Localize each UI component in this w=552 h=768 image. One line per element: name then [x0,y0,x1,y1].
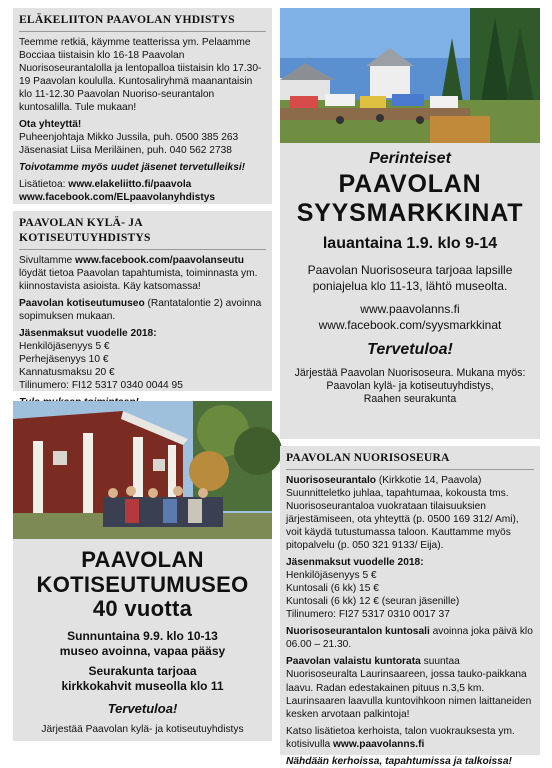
kyla-museum-info: Paavolan kotiseutumuseo (Rantatalontie 2) avoinna sopimuksen mukaan. [19,297,262,322]
museum-title-line-1: PAAVOLAN [81,547,204,572]
nuoriso-fees-label: Jäsenmaksut vuodelle 2018: [286,557,424,569]
market-title-line-2: SYYSMARKKINAT [296,199,524,228]
elakeliitto-heading: ELÄKELIITON PAAVOLAN YHDISTYS [19,13,266,32]
nuoriso-section [280,446,540,767]
elakeliitto-contact-label: Ota yhteyttä! [19,119,82,131]
museum-coffee-2: kirkkokahvit museolla klo 11 [61,678,224,693]
elakeliitto-intro: Teemme retkiä, käymme teatterissa ym. Pelaamme Bocciaa tiistaisin klo 16-18 Paavolan Nuorisoseurantalolla ja lentopalloa tiistaisin klo 17.30-19 Paavolan koululla. Kuntosaliryhmä maanantaisin klo 11-12.30 Paavolan Nuoriso-seurantalon kuntosalilla. Tule mukaan! [19,36,262,114]
market-organizer: Järjestää Paavolan Nuorisoseura. Mukana myös: Paavolan kylä- ja kotiseutuyhdistys, Raahen seurakunta [294,366,526,406]
elakeliitto-contact-members: Jäsenasiat Liisa Meriläinen, puh. 040 562 2738 [19,145,232,157]
elakeliitto-web-link[interactable]: www.elakeliitto.fi/paavola [68,179,192,191]
kyla-facebook-link[interactable]: www.facebook.com/paavolanseutu [75,254,244,266]
elakeliitto-contact-chair: Puheenjohtaja Mikko Jussila, puh. 0500 385 263 [19,132,239,144]
nuoriso-gym-info: Nuorisoseurantalon kuntosali avoinna joka päivä klo 06.00 – 21.30. [286,626,533,651]
nuoriso-fee-person: Henkilöjäsenyys 5 € [286,570,377,582]
market-section [280,143,540,439]
nuoriso-heading: PAAVOLAN NUORISOSEURA [286,451,534,470]
nuoriso-fee-gym: Kuntosali (6 kk) 15 € [286,583,379,595]
market-welcome: Tervetuloa! [367,341,453,359]
museum-open: museo avoinna, vapaa pääsy [59,644,226,659]
kyla-account: Tilinumero: FI12 5317 0340 0044 95 [19,380,183,392]
museum-title-line-3: 40 vuotta [92,596,193,622]
kyla-intro: Sivultamme www.facebook.com/paavolanseutu löydät tietoa Paavolan tapahtumista, toiminnasta ym. kiinnostavista asioista. Käy katsomassa! [19,254,258,292]
market-links [280,302,540,333]
elakeliitto-section [13,8,272,204]
nuoriso-trail-info: Paavolan valaistu kuntorata suuntaa Nuorisoseuralta Laurinsaareen, jossa tauko-paikkana laavu. Radan edestakainen pituus n.3,5 km. Laurinsaaren laavulla kuntovihkoon nimen laittaneiden kesken arvotaan palkintoja! [286,656,532,720]
nuoriso-house-info: Nuorisoseurantalo (Kirkkotie 14, Paavola) Suunnitteletko juhlaa, tapahtumaa, kokousta tms. Nuorisoseurantaloa vuokrataan tilaisuuksien järjestämiseen, ota yhteyttä (p. 0500 169 312/ Ami), voit käydä tutustumassa taloon. Kauttamme myös pitopalvelu (p. 050 321 9133/ Eija). [286,474,519,552]
nuoriso-closing: Nähdään kerhoissa, tapahtumissa ja talkoissa! [286,755,512,767]
market-facebook-link[interactable]: www.facebook.com/syysmarkkinat [318,317,502,332]
market-title-line-1: PAAVOLAN [338,170,482,199]
museum-photo [13,401,272,539]
museum-organizer: Järjestää Paavolan kylä- ja kotiseutuyhdistys [41,723,244,735]
nuoriso-fee-gym-member: Kuntosali (6 kk) 12 € (seuran jäsenille) [286,596,460,608]
elakeliitto-more-info: Lisätietoa: www.elakeliitto.fi/paavola [19,179,192,191]
kyla-section [13,211,272,391]
nuoriso-account: Tilinumero: FI27 5317 0310 0017 37 [286,609,450,621]
nuoriso-more-info: Katso lisätietoa kerhoista, talon vuokrauksesta ym. kotisivulla www.paavolanns.fi [286,725,515,750]
museum-section [13,539,272,741]
kyla-fee-family: Perhejäsenyys 10 € [19,353,109,365]
museum-date: Sunnuntaina 9.9. klo 10-13 [67,628,218,643]
museum-welcome: Tervetuloa! [107,701,178,717]
kyla-heading: PAAVOLAN KYLÄ- JA KOTISEUTUYHDISTYS [19,216,266,250]
market-web-link[interactable]: www.paavolanns.fi [360,302,460,317]
kyla-fees-label: Jäsenmaksut vuodelle 2018: [19,327,157,339]
market-pony-info: Paavolan Nuorisoseura tarjoaa lapsille poniajelua klo 11-13, lähtö museolta. [307,262,513,293]
museum-coffee-1: Seurakunta tarjoaa [88,663,197,678]
museum-title-line-2: KOTISEUTUMUSEO [36,571,249,597]
market-date: lauantaina 1.9. klo 9-14 [322,235,498,253]
elakeliitto-welcome: Toivotamme myös uudet jäsenet tervetulleiksi! [19,162,246,174]
kyla-fee-support: Kannatusmaksu 20 € [19,367,115,379]
market-photo [280,8,540,143]
kyla-fee-person: Henkilöjäsenyys 5 € [19,340,110,352]
elakeliitto-facebook-link[interactable]: www.facebook.com/ELpaavolanyhdistys [19,192,216,204]
market-pre-title: Perinteiset [369,150,451,167]
left-column [13,8,272,741]
right-column [280,8,540,767]
nuoriso-web-link[interactable]: www.paavolanns.fi [333,738,425,750]
